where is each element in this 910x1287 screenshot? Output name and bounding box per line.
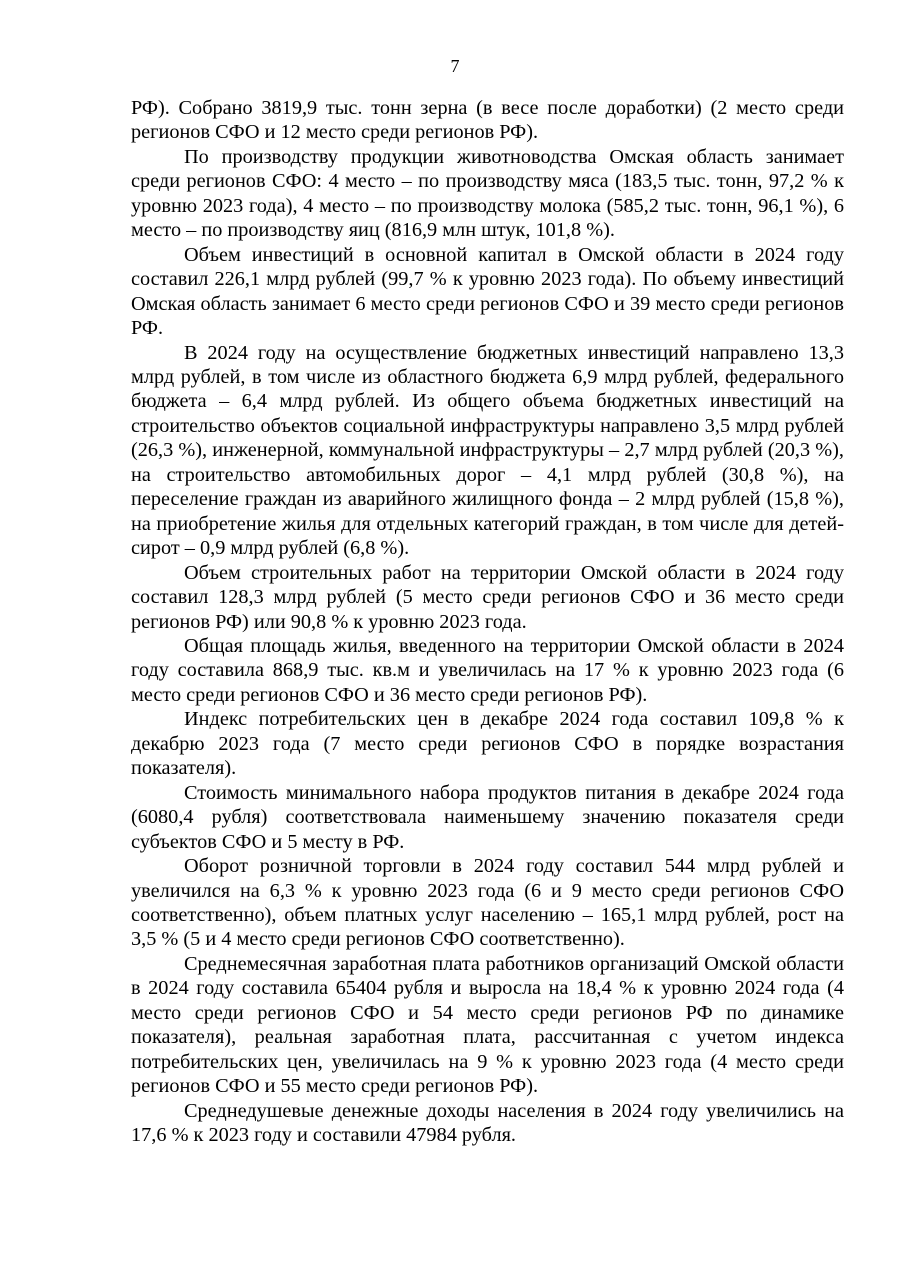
paragraph-retail: Оборот розничной торговли в 2024 году составил 544 млрд рублей и увеличился на 6,3 % к уровню 2023 года (6 и 9 место среди регионов СФО соответственно), объем платных услуг населению – 165,1 млрд рублей, рост на 3,5 % (5 и 4 место среди регионов СФО соответственно). <box>131 855 844 951</box>
page-number: 7 <box>450 56 460 76</box>
paragraph-capital-investment: Объем инвестиций в основной капитал в Омской области в 2024 году составил 226,1 млрд рублей (99,7 % к уровню 2023 года). По объему инвестиций Омская область занимает 6 место среди регионов СФО и 39 место среди регионов РФ. <box>131 243 844 340</box>
paragraph-livestock: По производству продукции животноводства Омская область занимает среди регионов СФО: 4 место – по производству мяса (183,5 тыс. тонн, 97,2 % к уровню 2023 года), 4 место – по производству молока (585,2 тыс. тонн, 96,1 %), 6 место – по производству яиц (816,9 млн штук, 101,8 %). <box>131 145 844 242</box>
paragraph-wages: Среднемесячная заработная плата работников организаций Омской области в 2024 году составила 65404 рубля и выросла на 18,4 % к уровню 2024 года (4 место среди регионов СФО и 54 место среди регионов РФ по динамике показателя), реальная заработная плата, рассчитанная с учетом индекса потребительских цен, увеличилась на 9 % к уровню 2023 года (4 место среди регионов СФО и 55 место среди регионов РФ). <box>131 952 844 1098</box>
paragraph-consumer-prices: Индекс потребительских цен в декабре 2024 года составил 109,8 % к декабрю 2023 года (7 место среди регионов СФО в порядке возрастания показателя). <box>131 708 844 780</box>
paragraph-income: Среднедушевые денежные доходы населения в 2024 году увеличились на 17,6 % к 2023 году и составили 47984 рубля. <box>131 1099 844 1147</box>
paragraph-construction-work: Объем строительных работ на территории Омской области в 2024 году составил 128,3 млрд рублей (5 место среди регионов СФО и 36 место среди регионов РФ) или 90,8 % к уровню 2023 года. <box>131 561 844 633</box>
paragraph-food-basket: Стоимость минимального набора продуктов питания в декабре 2024 года (6080,4 рубля) соответствовала наименьшему значению показателя среди субъектов СФО и 5 месту в РФ. <box>131 781 844 853</box>
paragraph-grain-harvest: РФ). Собрано 3819,9 тыс. тонн зерна (в весе после доработки) (2 место среди регионов СФО и 12 место среди регионов РФ). <box>131 97 844 144</box>
paragraph-budget-investment: В 2024 году на осуществление бюджетных инвестиций направлено 13,3 млрд рублей, в том числе из областного бюджета 6,9 млрд рублей, федерального бюджета – 6,4 млрд рублей. Из общего объема бюджетных инвестиций на строительство объектов социальной инфраструктуры направлено 3,5 млрд рублей (26,3 %), инженерной, коммунальной инфраструктуры – 2,7 млрд рублей (20,3 %), на строительство автомобильных дорог – 4,1 млрд рублей (30,8 %), на переселение граждан из аварийного жилищного фонда – 2 млрд рублей (15,8 %), на приобретение жилья для отдельных категорий граждан, в том числе для детей-сирот – 0,9 млрд рублей (6,8 %). <box>131 341 844 560</box>
paragraph-housing: Общая площадь жилья, введенного на территории Омской области в 2024 году составила 868,9 тыс. кв.м и увеличилась на 17 % к уровню 2023 года (6 место среди регионов СФО и 36 место среди регионов РФ). <box>131 634 844 706</box>
document-body <box>131 96 844 1147</box>
